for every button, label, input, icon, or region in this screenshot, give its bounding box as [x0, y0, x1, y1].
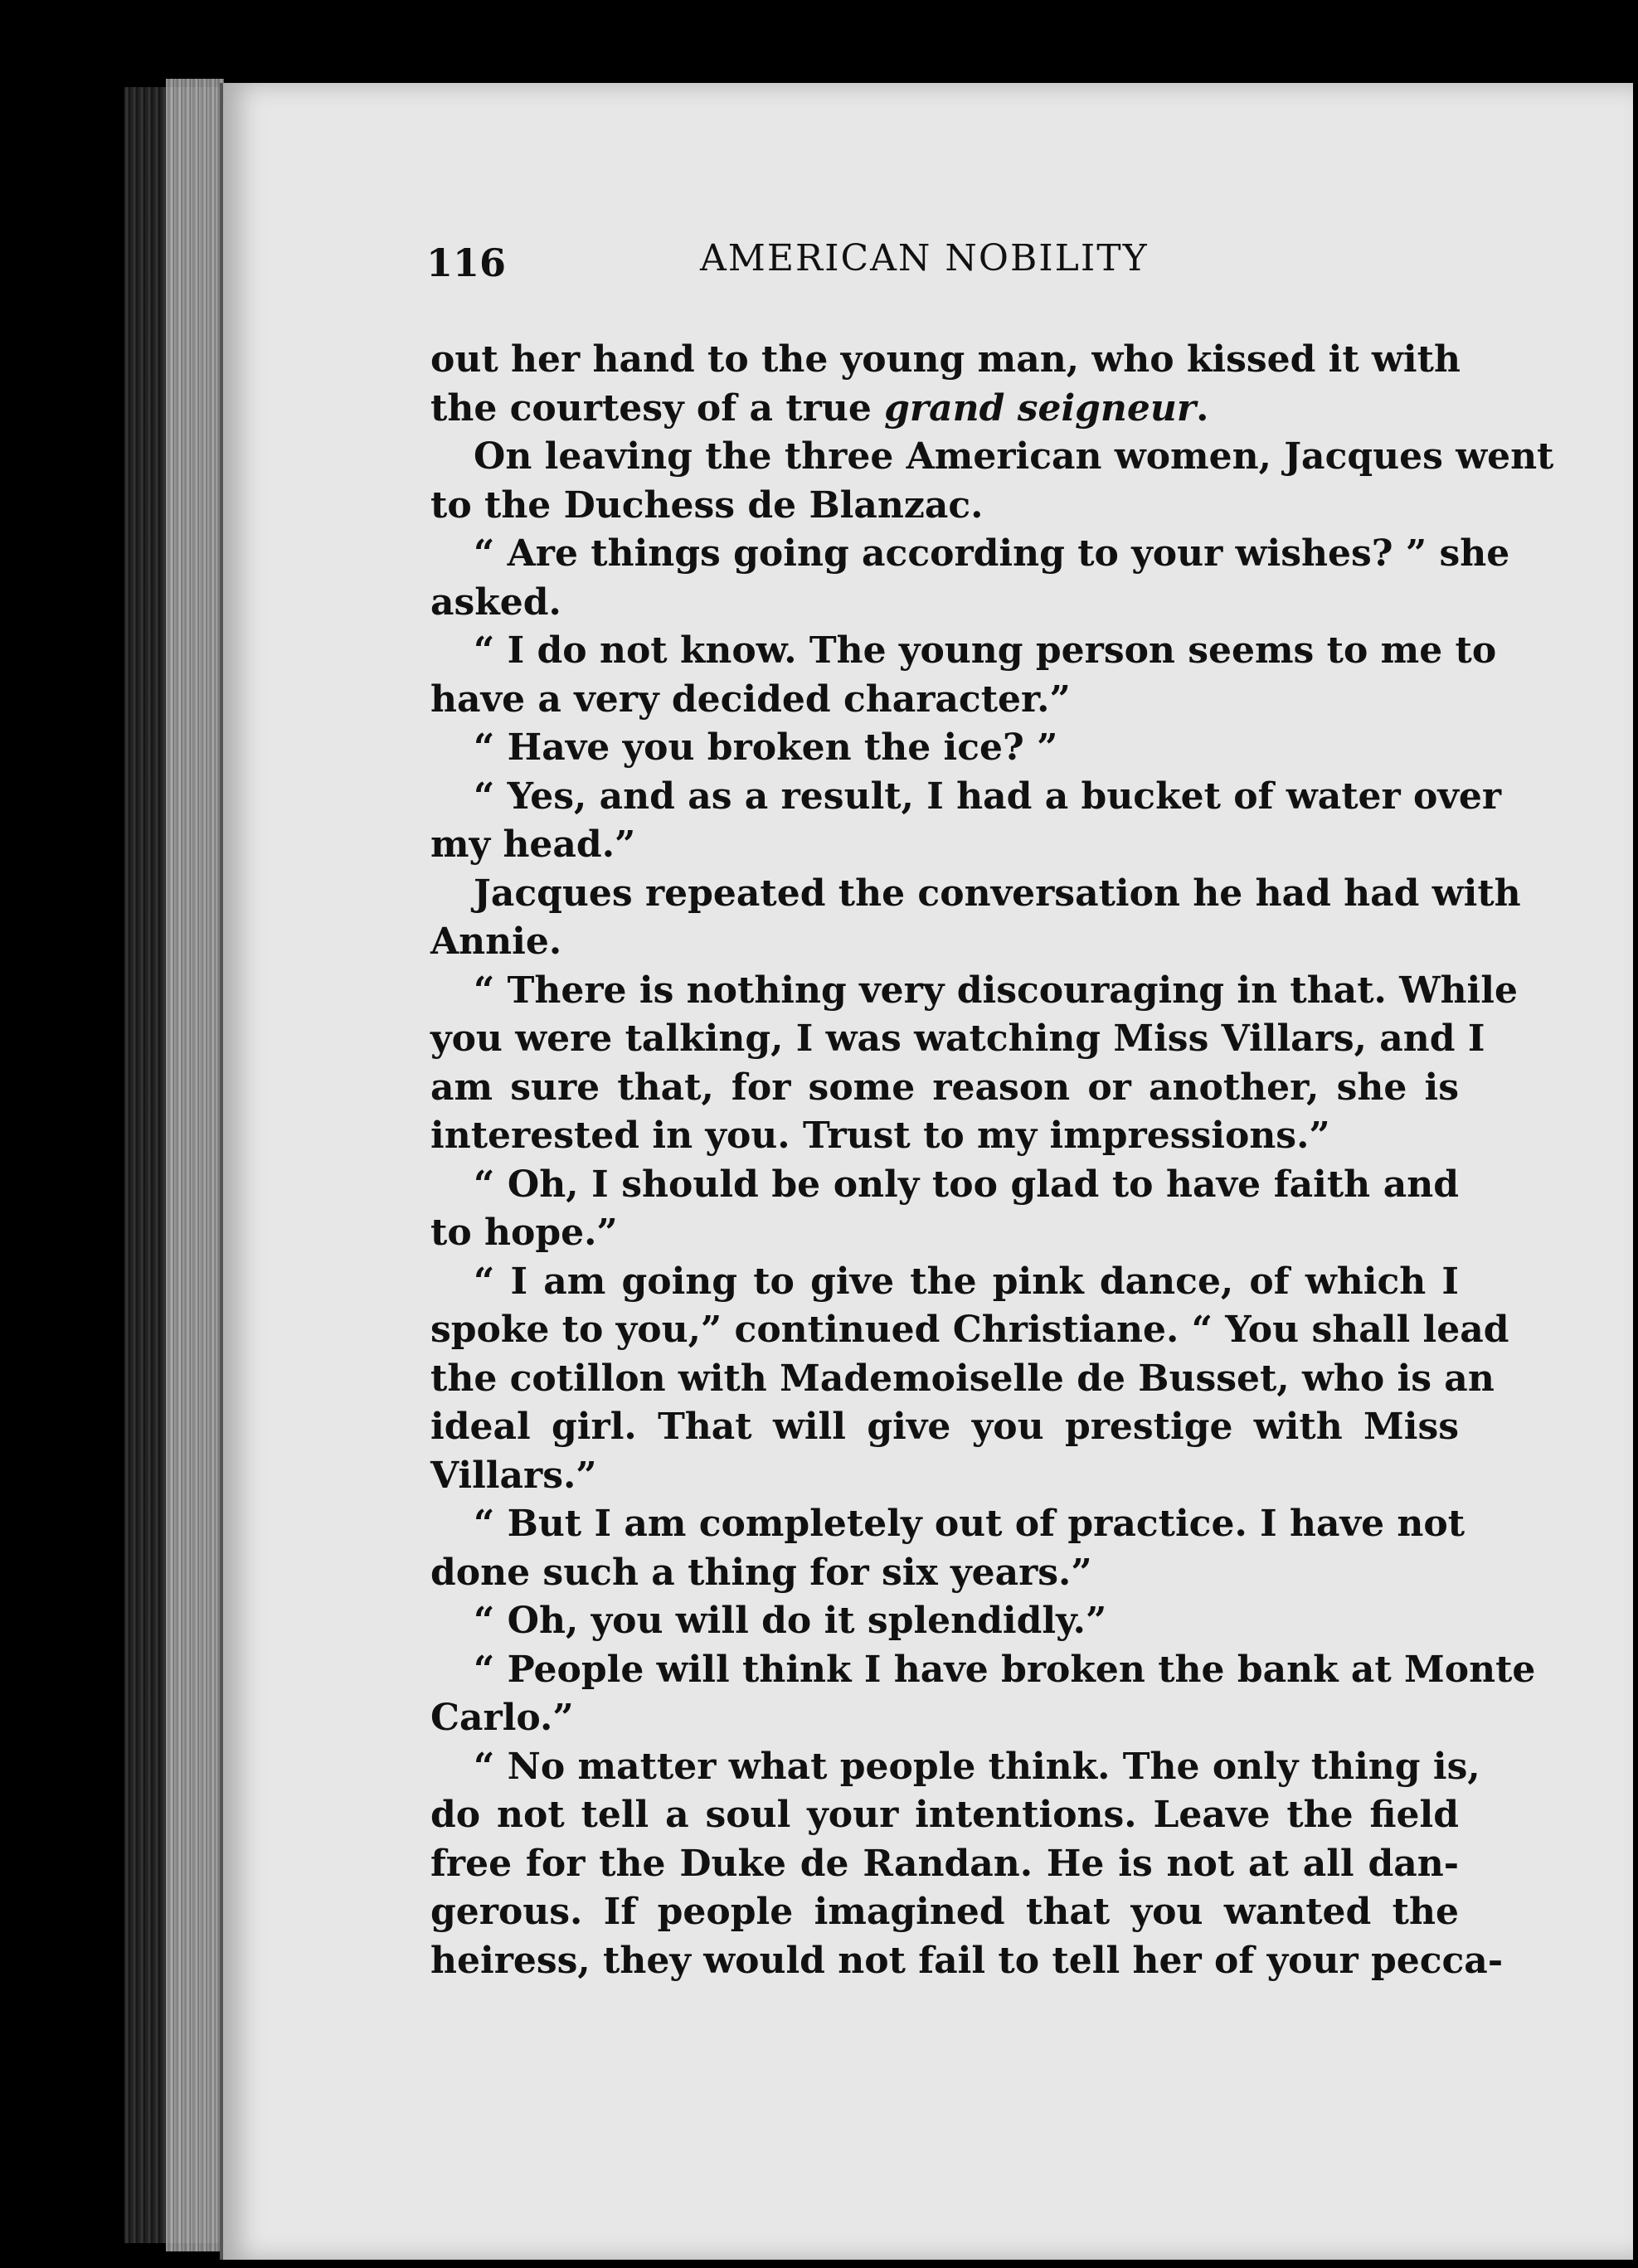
- text-line: spoke to you,” continued Christiane. “ You shall lead: [430, 1309, 1509, 1351]
- text-line: asked.: [430, 580, 561, 624]
- text-line: “ Are things going according to your wishes? ” she: [474, 532, 1510, 575]
- text-line: done such a thing for six years.”: [430, 1551, 1092, 1594]
- text-line: “ Oh, I should be only too glad to have faith and: [474, 1163, 1459, 1206]
- text-line: you were talking, I was watching Miss Villars, and I: [430, 1017, 1485, 1060]
- text-line: interested in you. Trust to my impressions.”: [430, 1115, 1330, 1157]
- text-line: “ Oh, you will do it splendidly.”: [474, 1600, 1107, 1642]
- text-line: Annie.: [430, 920, 562, 963]
- text-line: “ I do not know. The young person seems to me to: [474, 629, 1497, 672]
- text-line: gerous. If people imagined that you wanted the: [430, 1891, 1459, 1933]
- body-text: [430, 336, 1554, 1985]
- text-line: [430, 385, 1459, 434]
- italic-phrase: grand seigneur: [884, 386, 1197, 430]
- text-line: Villars.”: [430, 1454, 597, 1497]
- text-line: Jacques repeated the conversation he had had with: [474, 872, 1521, 915]
- running-title: AMERICAN NOBILITY: [700, 237, 1149, 279]
- text-line: “ I am going to give the pink dance, of which I: [474, 1260, 1459, 1303]
- text-line: free for the Duke de Randan. He is not at all dan-: [430, 1842, 1459, 1885]
- text-line: do not tell a soul your intentions. Leave the field: [430, 1794, 1459, 1836]
- text-line: “ People will think I have broken the bank at Monte: [474, 1648, 1536, 1691]
- text-line: ideal girl. That will give you prestige with Miss: [430, 1406, 1459, 1448]
- text-line: heiress, they would not fail to tell her of your pecca-: [430, 1939, 1504, 1982]
- text-line: “ Have you broken the ice? ”: [474, 726, 1058, 769]
- text-line: “ There is nothing very discouraging in that. While: [474, 969, 1518, 1012]
- text-line: “ Yes, and as a result, I had a bucket of water over: [474, 775, 1502, 818]
- text-run: the courtesy of a true: [430, 386, 885, 430]
- page-number: 116: [426, 240, 507, 285]
- text-line: the cotillon with Mademoiselle de Busset, who is an: [430, 1357, 1495, 1400]
- text-line: my head.”: [430, 823, 636, 866]
- text-line: Carlo.”: [430, 1697, 574, 1739]
- book-page: [220, 83, 1633, 2260]
- text-line: out her hand to the young man, who kissed it with: [430, 338, 1461, 381]
- text-line: am sure that, for some reason or another, she is: [430, 1066, 1459, 1109]
- text-line: “ But I am completely out of practice. I have not: [474, 1503, 1465, 1545]
- text-run: .: [1196, 386, 1209, 430]
- text-line: to hope.”: [430, 1212, 618, 1254]
- page-stack-edge: [166, 79, 224, 2251]
- text-line: “ No matter what people think. The only thing is,: [474, 1745, 1480, 1788]
- text-line: On leaving the three American women, Jacques went: [474, 435, 1554, 478]
- text-line: have a very decided character.”: [430, 677, 1071, 721]
- text-line: to the Duchess de Blanzac.: [430, 483, 984, 527]
